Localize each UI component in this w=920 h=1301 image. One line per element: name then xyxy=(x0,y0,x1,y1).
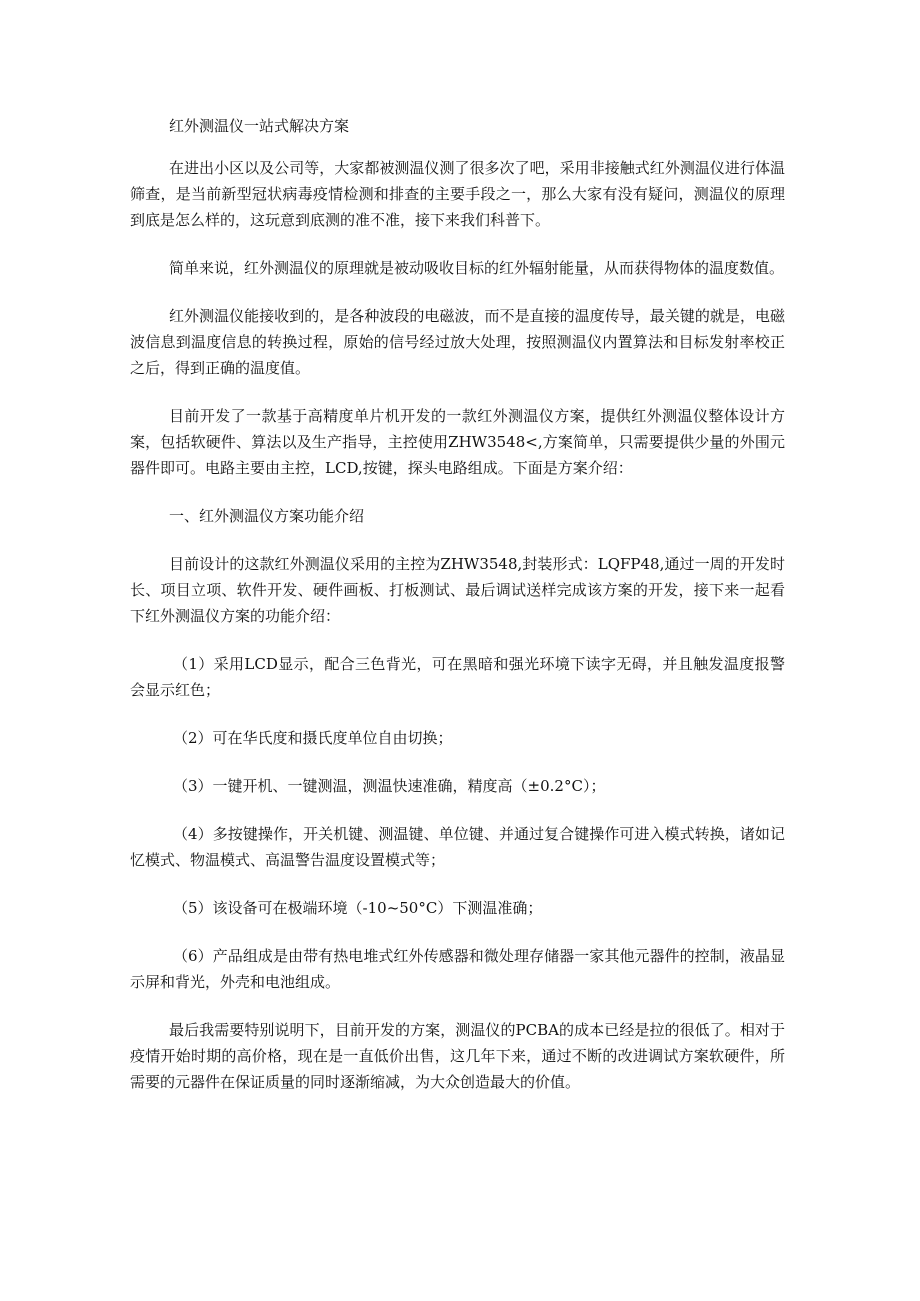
paragraph-intro: 在进出小区以及公司等，大家都被测温仪测了很多次了吧，采用非接触式红外测温仪进行体温筛查，是当前新型冠状病毒疫情检测和排查的主要手段之一，那么大家有没有疑问，测温仪的原理到底是怎么样的，这玩意到底测的准不准，接下来我们科普下。 xyxy=(130,159,785,229)
feature-item-3: （3）一键开机、一键测温，测温快速准确，精度高（±0.2°C）； xyxy=(173,777,606,795)
document-title: 红外测温仪一站式解决方案 xyxy=(169,117,350,135)
paragraph-signal: 红外测温仪能接收到的，是各种波段的电磁波，而不是直接的温度传导，最关键的就是，电磁波信息到温度信息的转换过程，原始的信号经过放大处理，按照测温仪内置算法和目标发射率校正之后，得到正确的温度值。 xyxy=(130,307,785,377)
feature-item-5: （5）该设备可在极端环境（-10~50°C）下测温准确； xyxy=(173,899,543,917)
paragraph-solution: 目前开发了一款基于高精度单片机开发的一款红外测温仪方案，提供红外测温仪整体设计方案，包括软硬件、算法以及生产指导，主控使用ZHW3548<,方案简单，只需要提供少量的外围元器件即可。电路主要由主控，LCD,按键，探头电路组成。下面是方案介绍： xyxy=(130,407,785,477)
feature-item-6: （6）产品组成是由带有热电堆式红外传感器和微处理存储器一家其他元器件的控制，液晶显示屏和背光，外壳和电池组成。 xyxy=(130,947,785,991)
paragraph-principle: 简单来说，红外测温仪的原理就是被动吸收目标的红外辐射能量，从而获得物体的温度数值。 xyxy=(169,259,785,277)
feature-item-1: （1）采用LCD显示，配合三色背光，可在黑暗和强光环境下读字无碍，并且触发温度报警会显示红色； xyxy=(130,655,785,699)
section-heading: 一、红外测温仪方案功能介绍 xyxy=(169,507,365,525)
paragraph-design: 目前设计的这款红外测温仪采用的主控为ZHW3548,封装形式：LQFP48,通过一周的开发时长、项目立项、软件开发、硬件画板、打板测试、最后调试送样完成该方案的开发，接下来一起看下红外测温仪方案的功能介绍： xyxy=(130,555,785,625)
feature-item-2: （2）可在华氏度和摄氏度单位自由切换； xyxy=(173,729,453,747)
document-body xyxy=(130,113,785,1095)
paragraph-conclusion: 最后我需要特别说明下，目前开发的方案，测温仪的PCBA的成本已经是拉的很低了。相对于疫情开始时期的高价格，现在是一直低价出售，这几年下来，通过不断的改进调试方案软硬件，所需要的元器件在保证质量的同时逐渐缩减，为大众创造最大的价值。 xyxy=(130,1021,785,1091)
feature-item-4: （4）多按键操作，开关机键、测温键、单位键、并通过复合键操作可进入模式转换，诸如记忆模式、物温模式、高温警告温度设置模式等； xyxy=(130,825,785,869)
